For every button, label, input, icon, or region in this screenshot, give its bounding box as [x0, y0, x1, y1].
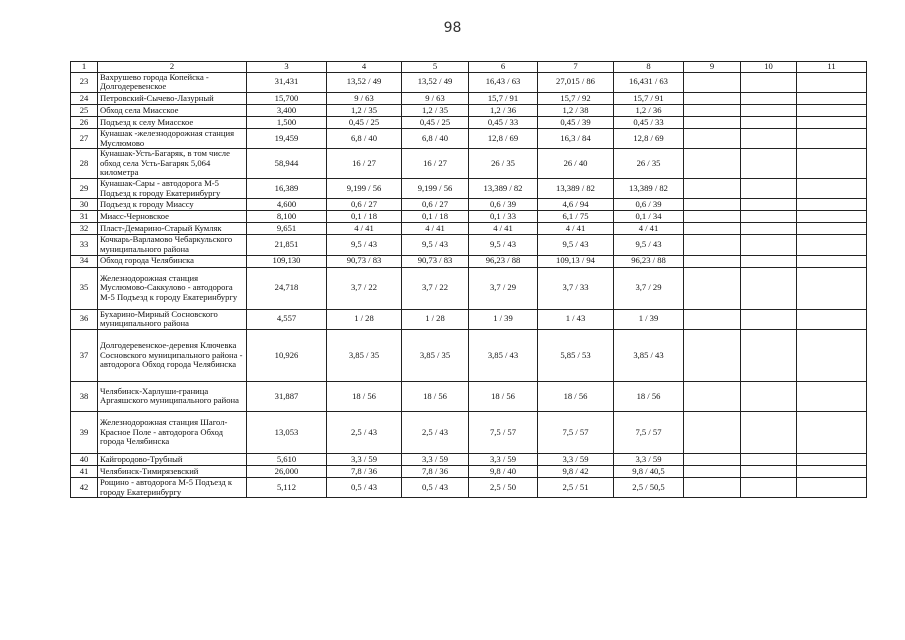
road-name-cell: Подъезд к городу Миассу — [98, 199, 247, 211]
value-cell-6: 0,1 / 33 — [469, 211, 538, 223]
empty-cell-10 — [741, 267, 797, 309]
empty-cell-10 — [741, 104, 797, 116]
empty-cell-10 — [741, 92, 797, 104]
road-name-cell: Кайгородово-Трубный — [98, 453, 247, 465]
empty-cell-10 — [741, 116, 797, 128]
table-row — [71, 72, 867, 92]
empty-cell-9 — [684, 92, 741, 104]
value-cell-5: 6,8 / 40 — [402, 128, 469, 148]
value-cell-5: 1,2 / 35 — [402, 104, 469, 116]
table-row — [71, 223, 867, 235]
value-cell-3: 4,557 — [247, 309, 327, 329]
empty-cell-10 — [741, 223, 797, 235]
empty-cell-11 — [797, 92, 867, 104]
value-cell-6: 3,7 / 29 — [469, 267, 538, 309]
road-name-cell: Долгодеревенское-деревня Ключевка Сосновского муниципального района - автодорога Обход города Челябинска — [98, 329, 247, 381]
value-cell-5: 4 / 41 — [402, 223, 469, 235]
table-row — [71, 179, 867, 199]
empty-cell-9 — [684, 309, 741, 329]
empty-cell-9 — [684, 477, 741, 497]
value-cell-6: 1 / 39 — [469, 309, 538, 329]
value-cell-4: 3,85 / 35 — [327, 329, 402, 381]
value-cell-3: 4,600 — [247, 199, 327, 211]
value-cell-8: 7,5 / 57 — [614, 411, 684, 453]
road-name-cell: Рощино - автодорога М-5 Подъезд к городу Екатеринбургу — [98, 477, 247, 497]
value-cell-5: 1 / 28 — [402, 309, 469, 329]
value-cell-5: 3,7 / 22 — [402, 267, 469, 309]
empty-cell-9 — [684, 116, 741, 128]
value-cell-8: 9,5 / 43 — [614, 235, 684, 255]
value-cell-7: 27,015 / 86 — [538, 72, 614, 92]
table-row — [71, 255, 867, 267]
value-cell-4: 1,2 / 35 — [327, 104, 402, 116]
table-row — [71, 149, 867, 179]
row-number-cell: 38 — [71, 381, 98, 411]
column-header-1: 1 — [71, 62, 98, 73]
value-cell-6: 2,5 / 50 — [469, 477, 538, 497]
table-row — [71, 128, 867, 148]
value-cell-5: 9 / 63 — [402, 92, 469, 104]
value-cell-4: 2,5 / 43 — [327, 411, 402, 453]
value-cell-3: 109,130 — [247, 255, 327, 267]
road-name-cell: Вахрушево города Копейска - Долгодеревенское — [98, 72, 247, 92]
road-name-cell: Пласт-Демарино-Старый Кумляк — [98, 223, 247, 235]
value-cell-3: 10,926 — [247, 329, 327, 381]
empty-cell-11 — [797, 465, 867, 477]
value-cell-6: 13,389 / 82 — [469, 179, 538, 199]
road-name-cell: Обход села Миасское — [98, 104, 247, 116]
value-cell-4: 3,3 / 59 — [327, 453, 402, 465]
page-number: 98 — [443, 20, 462, 36]
value-cell-4: 0,45 / 25 — [327, 116, 402, 128]
empty-cell-10 — [741, 477, 797, 497]
empty-cell-11 — [797, 72, 867, 92]
table-row — [71, 329, 867, 381]
value-cell-6: 1,2 / 36 — [469, 104, 538, 116]
value-cell-4: 0,6 / 27 — [327, 199, 402, 211]
row-number-cell: 37 — [71, 329, 98, 381]
value-cell-5: 7,8 / 36 — [402, 465, 469, 477]
row-number-cell: 36 — [71, 309, 98, 329]
value-cell-5: 2,5 / 43 — [402, 411, 469, 453]
value-cell-3: 5,610 — [247, 453, 327, 465]
value-cell-8: 13,389 / 82 — [614, 179, 684, 199]
empty-cell-9 — [684, 199, 741, 211]
value-cell-7: 13,389 / 82 — [538, 179, 614, 199]
empty-cell-9 — [684, 453, 741, 465]
column-header-8: 8 — [614, 62, 684, 73]
table-row — [71, 309, 867, 329]
empty-cell-10 — [741, 149, 797, 179]
value-cell-4: 3,7 / 22 — [327, 267, 402, 309]
empty-cell-11 — [797, 381, 867, 411]
value-cell-4: 16 / 27 — [327, 149, 402, 179]
row-number-cell: 24 — [71, 92, 98, 104]
value-cell-3: 24,718 — [247, 267, 327, 309]
row-number-cell: 39 — [71, 411, 98, 453]
value-cell-6: 4 / 41 — [469, 223, 538, 235]
row-number-cell: 31 — [71, 211, 98, 223]
empty-cell-11 — [797, 453, 867, 465]
empty-cell-11 — [797, 211, 867, 223]
row-number-cell: 25 — [71, 104, 98, 116]
empty-cell-10 — [741, 309, 797, 329]
value-cell-5: 90,73 / 83 — [402, 255, 469, 267]
value-cell-4: 9,199 / 56 — [327, 179, 402, 199]
value-cell-7: 3,7 / 33 — [538, 267, 614, 309]
value-cell-3: 31,431 — [247, 72, 327, 92]
value-cell-8: 4 / 41 — [614, 223, 684, 235]
value-cell-7: 0,45 / 39 — [538, 116, 614, 128]
value-cell-6: 26 / 35 — [469, 149, 538, 179]
value-cell-8: 3,85 / 43 — [614, 329, 684, 381]
value-cell-5: 3,3 / 59 — [402, 453, 469, 465]
empty-cell-11 — [797, 477, 867, 497]
value-cell-5: 18 / 56 — [402, 381, 469, 411]
row-number-cell: 33 — [71, 235, 98, 255]
table-row — [71, 116, 867, 128]
value-cell-3: 16,389 — [247, 179, 327, 199]
value-cell-6: 96,23 / 88 — [469, 255, 538, 267]
value-cell-6: 0,6 / 39 — [469, 199, 538, 211]
row-number-cell: 28 — [71, 149, 98, 179]
empty-cell-9 — [684, 329, 741, 381]
value-cell-8: 15,7 / 91 — [614, 92, 684, 104]
value-cell-7: 2,5 / 51 — [538, 477, 614, 497]
row-number-cell: 40 — [71, 453, 98, 465]
value-cell-6: 15,7 / 91 — [469, 92, 538, 104]
value-cell-6: 3,85 / 43 — [469, 329, 538, 381]
column-header-5: 5 — [402, 62, 469, 73]
value-cell-8: 18 / 56 — [614, 381, 684, 411]
road-table — [70, 61, 867, 498]
value-cell-7: 26 / 40 — [538, 149, 614, 179]
empty-cell-10 — [741, 453, 797, 465]
column-header-11: 11 — [797, 62, 867, 73]
empty-cell-9 — [684, 149, 741, 179]
row-number-cell: 27 — [71, 128, 98, 148]
value-cell-8: 96,23 / 88 — [614, 255, 684, 267]
row-number-cell: 42 — [71, 477, 98, 497]
column-header-6: 6 — [469, 62, 538, 73]
empty-cell-9 — [684, 104, 741, 116]
road-name-cell: Кунашак -железнодорожная станция Муслюмово — [98, 128, 247, 148]
value-cell-3: 3,400 — [247, 104, 327, 116]
value-cell-4: 0,1 / 18 — [327, 211, 402, 223]
value-cell-7: 1 / 43 — [538, 309, 614, 329]
value-cell-8: 0,6 / 39 — [614, 199, 684, 211]
table-row — [71, 411, 867, 453]
road-name-cell: Кочкарь-Варламово Чебаркульского муниципального района — [98, 235, 247, 255]
empty-cell-11 — [797, 116, 867, 128]
value-cell-8: 3,3 / 59 — [614, 453, 684, 465]
empty-cell-9 — [684, 255, 741, 267]
road-name-cell: Челябинск-Тимирязевский — [98, 465, 247, 477]
value-cell-6: 9,5 / 43 — [469, 235, 538, 255]
value-cell-4: 90,73 / 83 — [327, 255, 402, 267]
empty-cell-10 — [741, 411, 797, 453]
value-cell-8: 16,431 / 63 — [614, 72, 684, 92]
value-cell-7: 3,3 / 59 — [538, 453, 614, 465]
column-header-10: 10 — [741, 62, 797, 73]
value-cell-3: 26,000 — [247, 465, 327, 477]
road-name-cell: Бухарино-Мирный Сосновского муниципального района — [98, 309, 247, 329]
road-name-cell: Подъезд к селу Миасское — [98, 116, 247, 128]
value-cell-3: 13,053 — [247, 411, 327, 453]
empty-cell-9 — [684, 411, 741, 453]
road-name-cell: Кунашак-Усть-Багаряк, в том числе обход села Усть-Багаряк 5,064 километра — [98, 149, 247, 179]
value-cell-7: 18 / 56 — [538, 381, 614, 411]
value-cell-6: 18 / 56 — [469, 381, 538, 411]
row-number-cell: 26 — [71, 116, 98, 128]
value-cell-3: 8,100 — [247, 211, 327, 223]
road-name-cell: Челябинск-Харлуши-граница Аргаяшского муниципального района — [98, 381, 247, 411]
empty-cell-11 — [797, 309, 867, 329]
value-cell-3: 19,459 — [247, 128, 327, 148]
value-cell-8: 2,5 / 50,5 — [614, 477, 684, 497]
empty-cell-10 — [741, 329, 797, 381]
value-cell-4: 7,8 / 36 — [327, 465, 402, 477]
table-row — [71, 235, 867, 255]
value-cell-3: 9,651 — [247, 223, 327, 235]
empty-cell-11 — [797, 149, 867, 179]
empty-cell-11 — [797, 255, 867, 267]
value-cell-3: 21,851 — [247, 235, 327, 255]
table-row — [71, 465, 867, 477]
value-cell-6: 0,45 / 33 — [469, 116, 538, 128]
value-cell-4: 0,5 / 43 — [327, 477, 402, 497]
value-cell-7: 5,85 / 53 — [538, 329, 614, 381]
empty-cell-9 — [684, 128, 741, 148]
value-cell-6: 12,8 / 69 — [469, 128, 538, 148]
value-cell-3: 58,944 — [247, 149, 327, 179]
value-cell-8: 26 / 35 — [614, 149, 684, 179]
table-row — [71, 92, 867, 104]
value-cell-8: 1,2 / 36 — [614, 104, 684, 116]
table-row — [71, 477, 867, 497]
value-cell-6: 3,3 / 59 — [469, 453, 538, 465]
table-row — [71, 267, 867, 309]
empty-cell-11 — [797, 223, 867, 235]
value-cell-8: 1 / 39 — [614, 309, 684, 329]
empty-cell-11 — [797, 329, 867, 381]
row-number-cell: 34 — [71, 255, 98, 267]
empty-cell-10 — [741, 128, 797, 148]
column-header-4: 4 — [327, 62, 402, 73]
empty-cell-11 — [797, 267, 867, 309]
row-number-cell: 32 — [71, 223, 98, 235]
road-name-cell: Железнодорожная станция Муслюмово-Саккулово - автодорога М-5 Подъезд к городу Екатеринбургу — [98, 267, 247, 309]
empty-cell-11 — [797, 199, 867, 211]
value-cell-5: 0,1 / 18 — [402, 211, 469, 223]
value-cell-7: 1,2 / 38 — [538, 104, 614, 116]
empty-cell-11 — [797, 179, 867, 199]
empty-cell-10 — [741, 465, 797, 477]
value-cell-8: 0,45 / 33 — [614, 116, 684, 128]
header-row — [71, 62, 867, 73]
value-cell-4: 4 / 41 — [327, 223, 402, 235]
empty-cell-11 — [797, 104, 867, 116]
empty-cell-10 — [741, 255, 797, 267]
empty-cell-10 — [741, 381, 797, 411]
empty-cell-10 — [741, 235, 797, 255]
value-cell-4: 18 / 56 — [327, 381, 402, 411]
empty-cell-9 — [684, 179, 741, 199]
value-cell-6: 16,43 / 63 — [469, 72, 538, 92]
value-cell-4: 1 / 28 — [327, 309, 402, 329]
table-row — [71, 381, 867, 411]
empty-cell-9 — [684, 211, 741, 223]
value-cell-7: 9,5 / 43 — [538, 235, 614, 255]
value-cell-5: 0,5 / 43 — [402, 477, 469, 497]
empty-cell-9 — [684, 223, 741, 235]
value-cell-4: 9 / 63 — [327, 92, 402, 104]
row-number-cell: 23 — [71, 72, 98, 92]
value-cell-8: 0,1 / 34 — [614, 211, 684, 223]
value-cell-5: 9,5 / 43 — [402, 235, 469, 255]
table-row — [71, 104, 867, 116]
road-name-cell: Петровский-Сычево-Лазурный — [98, 92, 247, 104]
value-cell-3: 15,700 — [247, 92, 327, 104]
empty-cell-11 — [797, 411, 867, 453]
empty-cell-9 — [684, 235, 741, 255]
value-cell-7: 16,3 / 84 — [538, 128, 614, 148]
empty-cell-10 — [741, 199, 797, 211]
empty-cell-9 — [684, 465, 741, 477]
value-cell-5: 0,45 / 25 — [402, 116, 469, 128]
table-row — [71, 211, 867, 223]
row-number-cell: 41 — [71, 465, 98, 477]
value-cell-5: 16 / 27 — [402, 149, 469, 179]
table-row — [71, 199, 867, 211]
value-cell-8: 3,7 / 29 — [614, 267, 684, 309]
value-cell-4: 9,5 / 43 — [327, 235, 402, 255]
value-cell-7: 7,5 / 57 — [538, 411, 614, 453]
row-number-cell: 30 — [71, 199, 98, 211]
value-cell-7: 4,6 / 94 — [538, 199, 614, 211]
empty-cell-9 — [684, 267, 741, 309]
empty-cell-10 — [741, 179, 797, 199]
column-header-7: 7 — [538, 62, 614, 73]
road-name-cell: Миасс-Черновское — [98, 211, 247, 223]
value-cell-3: 1,500 — [247, 116, 327, 128]
value-cell-6: 9,8 / 40 — [469, 465, 538, 477]
road-name-cell: Обход города Челябинска — [98, 255, 247, 267]
value-cell-4: 6,8 / 40 — [327, 128, 402, 148]
column-header-9: 9 — [684, 62, 741, 73]
value-cell-5: 9,199 / 56 — [402, 179, 469, 199]
empty-cell-10 — [741, 72, 797, 92]
empty-cell-11 — [797, 235, 867, 255]
empty-cell-9 — [684, 72, 741, 92]
row-number-cell: 29 — [71, 179, 98, 199]
value-cell-6: 7,5 / 57 — [469, 411, 538, 453]
value-cell-4: 13,52 / 49 — [327, 72, 402, 92]
value-cell-3: 5,112 — [247, 477, 327, 497]
row-number-cell: 35 — [71, 267, 98, 309]
empty-cell-9 — [684, 381, 741, 411]
column-header-2: 2 — [98, 62, 247, 73]
value-cell-7: 9,8 / 42 — [538, 465, 614, 477]
value-cell-8: 12,8 / 69 — [614, 128, 684, 148]
value-cell-8: 9,8 / 40,5 — [614, 465, 684, 477]
road-name-cell: Кунашак-Сары - автодорога М-5 Подъезд к городу Екатеринбургу — [98, 179, 247, 199]
value-cell-7: 6,1 / 75 — [538, 211, 614, 223]
value-cell-5: 13,52 / 49 — [402, 72, 469, 92]
value-cell-7: 109,13 / 94 — [538, 255, 614, 267]
column-header-3: 3 — [247, 62, 327, 73]
table-row — [71, 453, 867, 465]
empty-cell-10 — [741, 211, 797, 223]
value-cell-5: 3,85 / 35 — [402, 329, 469, 381]
road-name-cell: Железнодорожная станция Шагол-Красное Поле - автодорога Обход города Челябинска — [98, 411, 247, 453]
value-cell-5: 0,6 / 27 — [402, 199, 469, 211]
value-cell-3: 31,887 — [247, 381, 327, 411]
value-cell-7: 4 / 41 — [538, 223, 614, 235]
empty-cell-11 — [797, 128, 867, 148]
value-cell-7: 15,7 / 92 — [538, 92, 614, 104]
